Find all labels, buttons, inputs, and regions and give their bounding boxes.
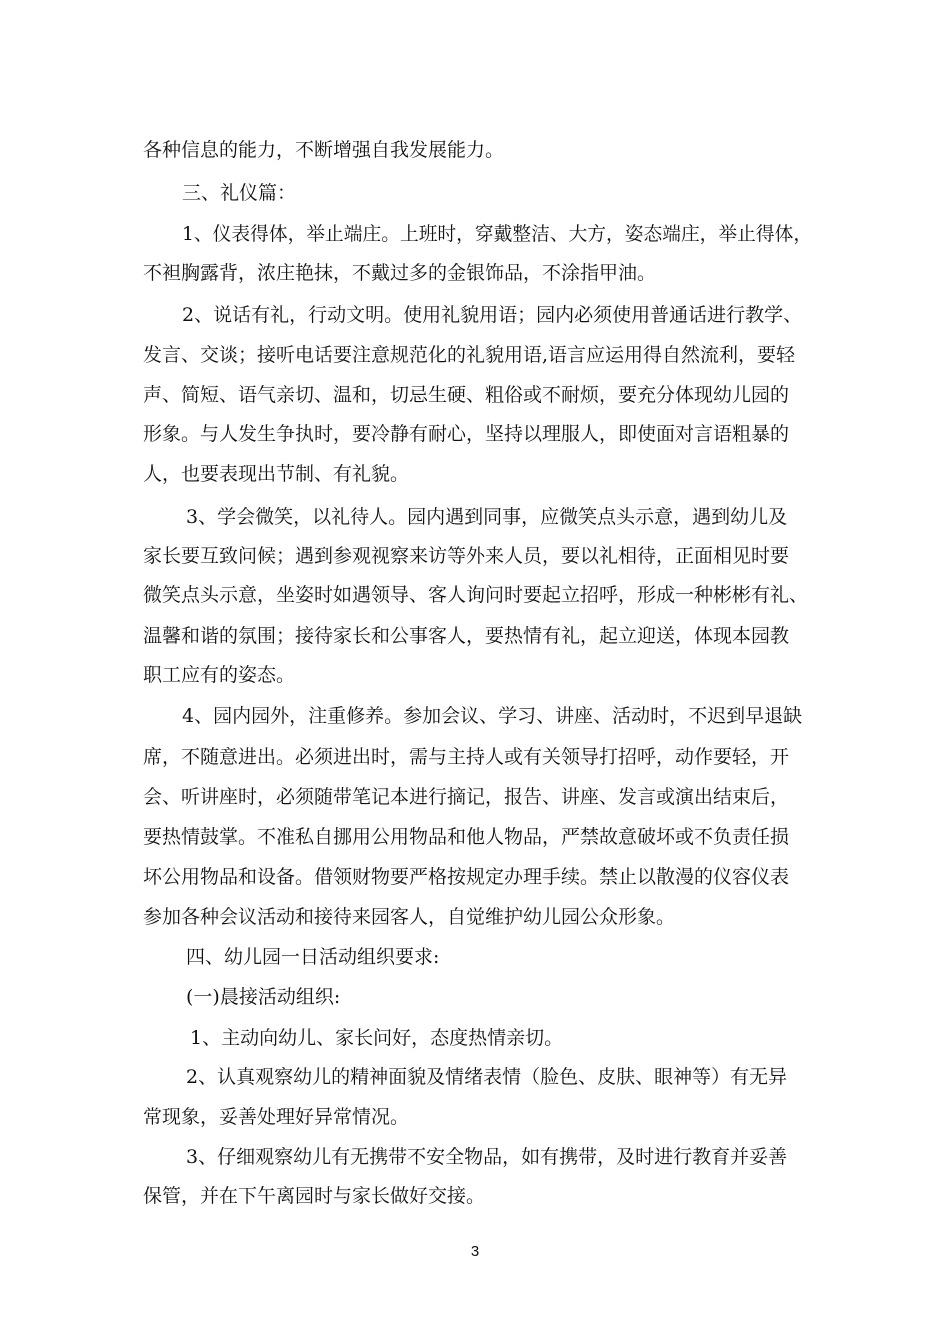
text-line: 声、简短、语气亲切、温和，切忌生硬、粗俗或不耐烦，要充分体现幼儿园的 (143, 384, 790, 406)
text-line: 保管，并在下午离园时与家长做好交接。 (143, 1185, 486, 1207)
text-line: 3、学会微笑，以礼待人。园内遇到同事，应微笑点头示意，遇到幼儿及 (186, 506, 788, 528)
text-line: 微笑点头示意，坐姿时如遇领导、客人询问时要起立招呼，形成一种彬彬有礼、 (143, 584, 809, 606)
text-line: 2、说话有礼，行动文明。使用礼貌用语；园内必须使用普通话进行教学、 (182, 304, 803, 326)
section-heading: 四、幼儿园一日活动组织要求: (186, 946, 440, 968)
text-line: 常现象，妥善处理好异常情况。 (143, 1106, 410, 1128)
text-line: 4、园内园外，注重修养。参加会议、学习、讲座、活动时，不迟到早退缺 (182, 705, 803, 727)
text-line: 温馨和谐的氛围；接待家长和公事客人，要热情有礼，起立迎送，体现本园教 (143, 625, 790, 647)
section-heading: 三、礼仪篇： (182, 182, 297, 204)
text-line: 1、主动向幼儿、家长问好，态度热情亲切。 (190, 1027, 564, 1049)
text-line: 形象。与人发生争执时，要冷静有耐心，坚持以理服人，即使面对言语粗暴的 (143, 423, 790, 445)
subsection-heading: (一)晨接活动组织: (186, 986, 341, 1008)
text-line: 发言、交谈；接听电话要注意规范化的礼貌用语,语言应运用得自然流利，要轻 (143, 344, 796, 366)
text-line: 2、认真观察幼儿的精神面貌及情绪表情（脸色、皮肤、眼神等）有无异 (186, 1066, 788, 1088)
text-line: 各种信息的能力，不断增强自我发展能力。 (143, 139, 505, 161)
text-line: 职工应有的姿态。 (143, 664, 296, 686)
page-number: 3 (470, 1243, 480, 1260)
text-line: 坏公用物品和设备。借领财物要严格按规定办理手续。禁止以散漫的仪容仪表 (143, 866, 790, 888)
text-line: 人，也要表现出节制、有礼貌。 (143, 463, 410, 485)
text-line: 席，不随意进出。必须进出时，需与主持人或有关领导打招呼，动作要轻，开 (143, 746, 790, 768)
text-line: 家长要互致问候；遇到参观视察来访等外来人员，要以礼相待，正面相见时要 (143, 545, 790, 567)
text-line: 1、仪表得体，举止端庄。上班时，穿戴整洁、大方，姿态端庄，举止得体， (182, 223, 813, 245)
text-line: 不袒胸露背，浓庄艳抹，不戴过多的金银饰品，不涂指甲油。 (143, 262, 657, 284)
text-line: 参加各种会议活动和接待来园客人，自觉维护幼儿园公众形象。 (143, 906, 676, 928)
text-line: 会、听讲座时，必须随带笔记本进行摘记，报告、讲座、发言或演出结束后， (143, 786, 790, 808)
text-line: 要热情鼓掌。不准私自挪用公用物品和他人物品，严禁故意破坏或不负责任损 (143, 826, 790, 848)
text-line: 3、仔细观察幼儿有无携带不安全物品，如有携带，及时进行教育并妥善 (186, 1146, 788, 1168)
